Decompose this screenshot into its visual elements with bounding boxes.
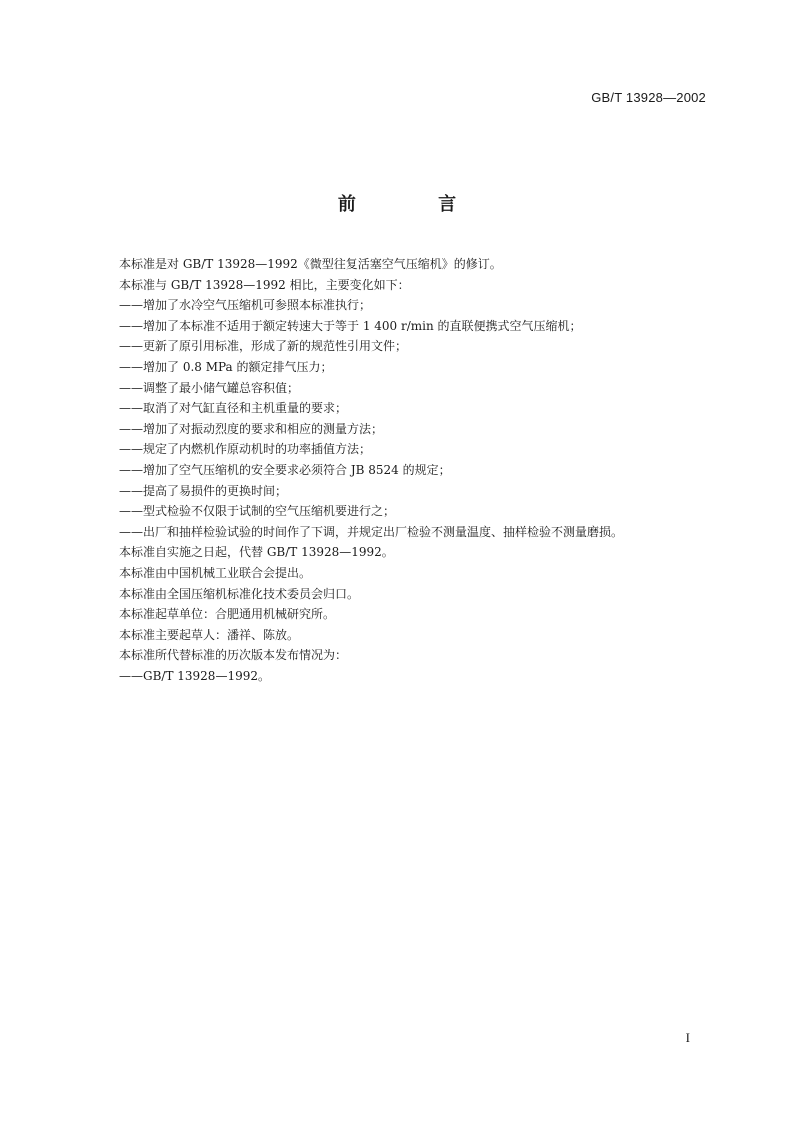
list-item: ——取消了对气缸直径和主机重量的要求； — [119, 401, 348, 416]
body-line: 本标准主要起草人：潘祥、陈放。 — [119, 627, 300, 642]
list-item: ——增加了本标准不适用于额定转速大于等于 1 400 r/min 的直联便携式空气压缩机； — [119, 318, 582, 333]
standard-code-header: GB/T 13928—2002 — [591, 90, 706, 105]
list-item: ——增加了水冷空气压缩机可参照本标准执行； — [119, 298, 372, 313]
list-item: ——增加了 0.8 MPa 的额定排气压力； — [119, 359, 333, 374]
foreword-body — [119, 254, 719, 686]
list-item: ——增加了空气压缩机的安全要求必须符合 JB 8524 的规定； — [119, 462, 451, 477]
list-item: ——出厂和抽样检验试验的时间作了下调，并规定出厂检验不测量温度、抽样检验不测量磨损。 — [119, 524, 624, 539]
list-item: ——增加了对振动烈度的要求和相应的测量方法； — [119, 421, 384, 436]
body-line: 本标准由中国机械工业联合会提出。 — [119, 565, 312, 580]
list-item: ——更新了原引用标准，形成了新的规范性引用文件； — [119, 339, 408, 354]
page-number: I — [685, 1030, 690, 1045]
list-item: ——调整了最小储气罐总容积值； — [119, 380, 300, 395]
list-item: ——型式检验不仅限于试制的空气压缩机要进行之； — [119, 504, 396, 519]
body-line: 本标准与 GB/T 13928—1992 相比，主要变化如下： — [119, 277, 410, 292]
body-line: 本标准所代替标准的历次版本发布情况为： — [119, 648, 348, 663]
list-item: ——提高了易损件的更换时间； — [119, 483, 288, 498]
list-item: ——GB/T 13928—1992。 — [119, 668, 270, 683]
body-line: 本标准自实施之日起，代替 GB/T 13928—1992。 — [119, 545, 394, 560]
page-title: 前 言 — [337, 194, 495, 215]
body-line: 本标准是对 GB/T 13928—1992《微型往复活塞空气压缩机》的修订。 — [119, 257, 502, 271]
body-line: 本标准由全国压缩机标准化技术委员会归口。 — [119, 586, 360, 601]
list-item: ——规定了内燃机作原动机时的功率插值方法； — [119, 442, 372, 457]
body-line: 本标准起草单位：合肥通用机械研究所。 — [119, 607, 336, 622]
